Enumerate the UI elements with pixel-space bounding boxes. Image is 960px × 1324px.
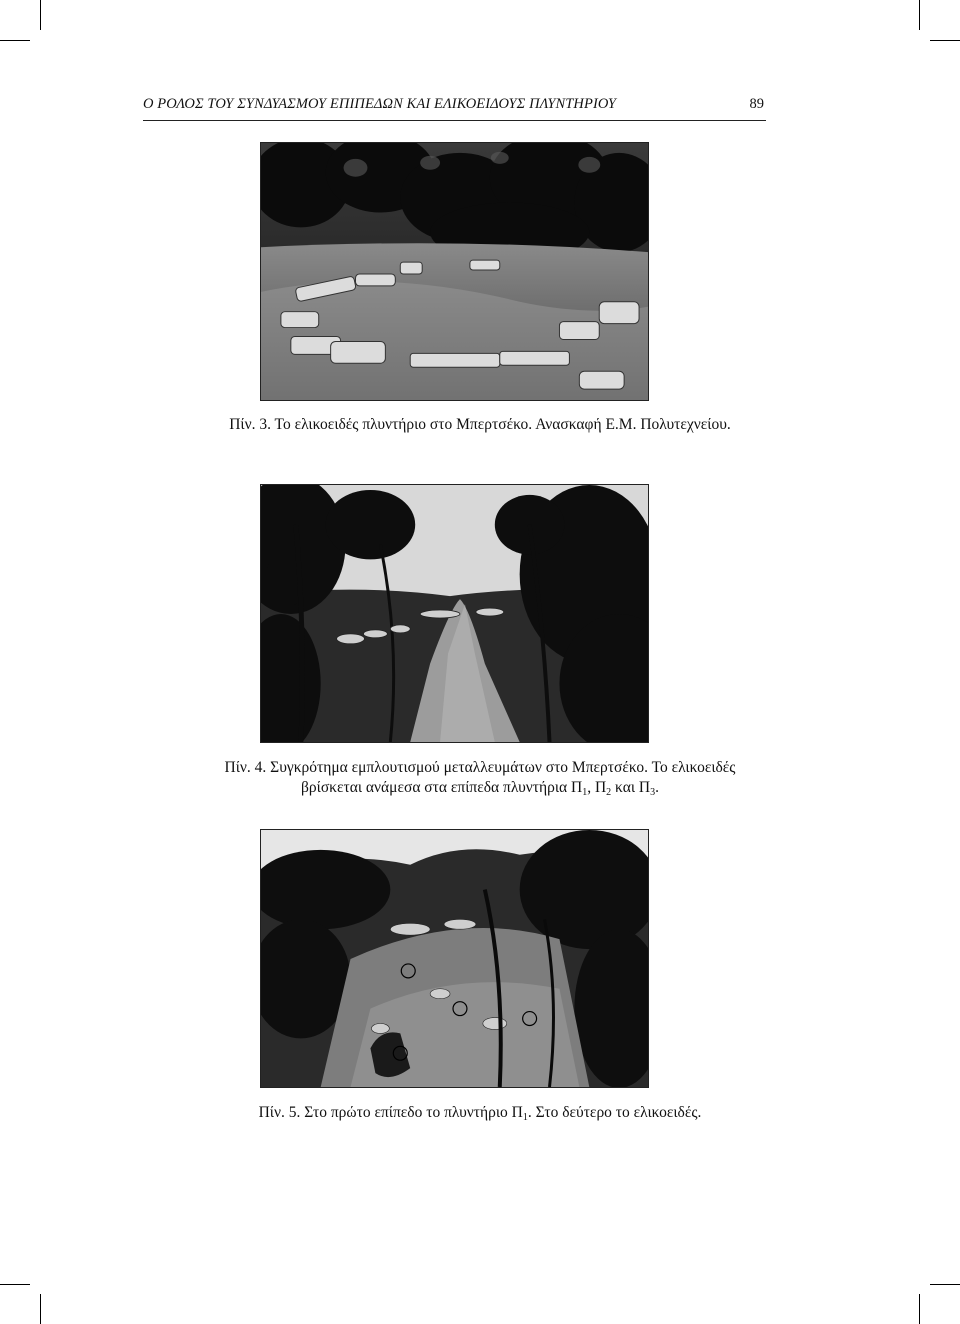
figure-5-caption: Πίν. 5. Στο πρώτο επίπεδο το πλυντήριο $\Pi_1$. Στο δεύτερο το ελικοειδές. bbox=[258, 1104, 702, 1123]
figure-3-caption: Πίν. 3. Το ελικοειδές πλυντήριο στο Μπερτσέκο. Ανασκαφή Ε.Μ. Πολυτεχνείου. bbox=[229, 416, 731, 433]
crop-mark bbox=[919, 0, 920, 30]
figure-4-caption-line-2: βρίσκεται ανάμεσα στα επίπεδα πλυντήρια $\Pi_1$, $\Pi_2$ και $\Pi_3$. bbox=[301, 779, 659, 798]
crop-mark bbox=[930, 40, 960, 41]
crop-mark bbox=[0, 40, 30, 41]
figure-4-caption bbox=[100, 758, 860, 803]
crop-mark bbox=[930, 1284, 960, 1285]
crop-mark bbox=[919, 1294, 920, 1324]
figure-3-photo bbox=[260, 142, 649, 401]
page-number: 89 bbox=[749, 96, 764, 112]
crop-mark bbox=[40, 0, 41, 30]
crop-mark bbox=[0, 1284, 30, 1285]
running-header bbox=[143, 96, 766, 121]
figure-5-photo bbox=[260, 829, 649, 1088]
running-title: Ο ΡΟΛΟΣ ΤΟΥ ΣΥΝΔΥΑΣΜΟΥ ΕΠΙΠΕΔΩΝ ΚΑΙ ΕΛΙΚΟΕΙΔΟΥΣ ΠΛΥΝΤΗΡΙΟΥ bbox=[143, 96, 617, 112]
crop-mark bbox=[40, 1294, 41, 1324]
figure-4-caption-line-1: Πίν. 4. Συγκρότημα εμπλουτισμού μεταλλευμάτων στο Μπερτσέκο. Το ελικοειδές bbox=[224, 759, 736, 776]
figure-4-photo bbox=[260, 484, 649, 743]
